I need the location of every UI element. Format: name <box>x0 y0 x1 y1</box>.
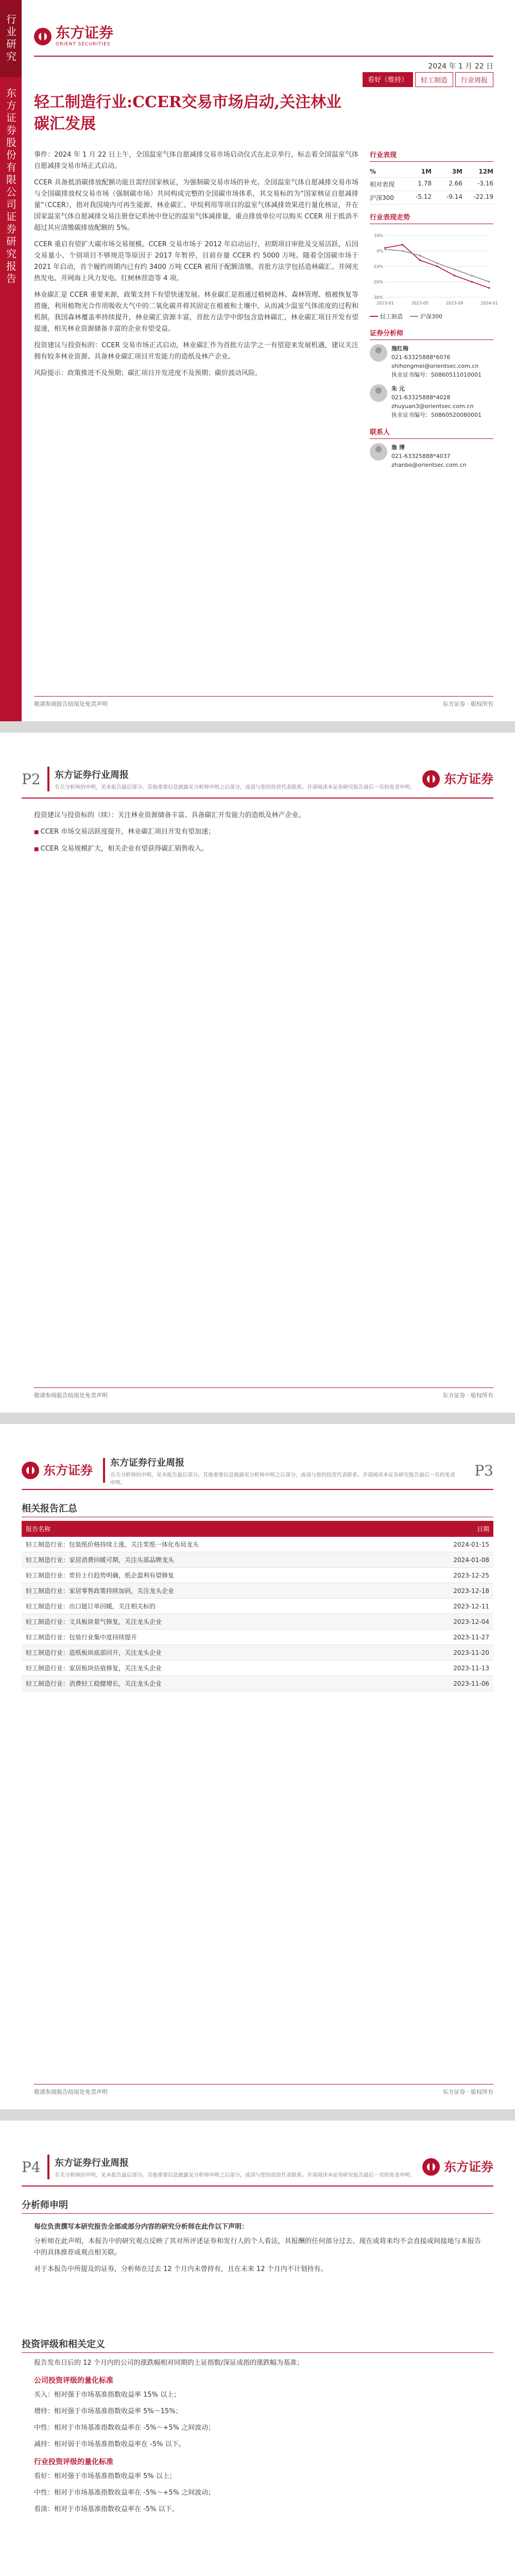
footer-copyright: 东方证券 · 版权所有 <box>442 2089 493 2095</box>
rating-line: 增持：相对强于市场基准指数收益率 5%～15%； <box>34 2408 182 2415</box>
brand-logo <box>34 26 113 47</box>
report-name-cell[interactable]: 轻工制造行业：包装纸价格持续上涨，关注浆纸一体化布局龙头 <box>22 1537 401 1552</box>
brand-logo <box>422 770 493 788</box>
perf-cell: 1.78 <box>418 180 432 187</box>
rating-line: 中性：相对于市场基准指数收益率在 -5%～+5% 之间波动； <box>34 2489 215 2497</box>
strip-body <box>0 88 22 285</box>
footer-disclaimer: 敬请参阅报告结尾处免责声明 <box>34 1392 108 1399</box>
company-rating-title: 公司投资评级的量化标准 <box>34 2377 113 2385</box>
report-date-cell: 2023-12-04 <box>401 1614 493 1630</box>
header-title: 东方证券行业周报 <box>110 1457 184 1468</box>
series-point <box>454 268 455 270</box>
table-row <box>22 1583 493 1599</box>
table-row <box>22 1599 493 1614</box>
report-date: 2024 年 1 月 22 日 <box>428 62 493 71</box>
page2-body <box>34 810 481 860</box>
page-number: P4 <box>22 2158 41 2176</box>
legend-label-2: 沪深300 <box>420 313 442 320</box>
series-point <box>402 250 403 251</box>
table-row <box>22 1660 493 1676</box>
statement-p2: 对于本报告中所提及的证券，分析师在过去 12 个月内未曾持有，且在未来 12 个月内不计划持有。 <box>34 2265 328 2273</box>
header-subtitle: 有关分析师的申明，见本报告最后部分。其他重要信息披露见分析师申明之后部分，或请与您的投资代表联系。并请阅读本证券研究报告最后一页的免责申明。 <box>110 1472 455 1486</box>
page-header <box>22 1455 493 1486</box>
perf-row <box>370 191 493 205</box>
report-page-4 <box>0 2121 515 2576</box>
rating-basis: 报告发布日后的 12 个月内的公司的涨跌幅相对同期的上证指数/深证成指的涨跌幅为基准； <box>34 2359 304 2367</box>
series-point <box>488 281 490 282</box>
y-tick-label: -10% <box>372 264 383 269</box>
series-point <box>419 259 421 261</box>
rating-line: 看淡：相对于市场基准指数收益率在 -5% 以下。 <box>34 2505 179 2513</box>
chart-legend <box>370 312 493 320</box>
report-date-cell: 2023-12-18 <box>401 1583 493 1599</box>
report-name-cell[interactable]: 轻工制造行业：家居板块估值修复，关注龙头企业 <box>22 1660 401 1676</box>
main-column <box>34 149 358 384</box>
logo-name: 东方证券 <box>43 1463 93 1478</box>
table-row <box>22 1645 493 1660</box>
footer-copyright: 东方证券 · 版权所有 <box>442 1392 493 1399</box>
industry-rating-title: 行业投资评级的量化标准 <box>34 2458 113 2466</box>
analyst-email: zhuyuan3@orientsec.com.cn <box>391 403 474 410</box>
contact-name: 詹 博 <box>391 444 405 451</box>
legend-item-1 <box>370 312 403 320</box>
header-title: 东方证券行业周报 <box>55 2158 129 2168</box>
left-strip <box>0 0 22 721</box>
x-tick-label: 2023-01 <box>376 301 394 306</box>
footer-disclaimer: 敬请参阅报告结尾处免责声明 <box>34 701 108 707</box>
contact-phone: 021-63325888*4037 <box>391 453 451 460</box>
report-date-cell: 2024-01-15 <box>401 1537 493 1552</box>
perf-head-row <box>370 166 493 178</box>
analyst-cert: 执业证书编号：S0860511010001 <box>391 371 482 378</box>
y-tick-label: 10% <box>374 233 383 238</box>
footer-disclaimer: 敬请参阅报告结尾处免责声明 <box>34 2089 108 2095</box>
logo-en: ORIENT SECURITIES <box>56 42 111 47</box>
report-name-cell[interactable]: 轻工制造行业：消费轻工稳健增长，关注龙头企业 <box>22 1676 401 1691</box>
para-4: 林业碳汇是 CCER 重要来源，政策支持下有望快速发展。林业碳汇是指通过植树造林、森林管理、植被恢复等措施，利用植物光合作用吸收大气中的二氧化碳并将其固定在植被和土壤中，从而减少温室气体浓度的过程和机制。我国森林覆盖率持续提升，林业碳汇资源丰富，首批方法学中即包含造林碳汇，林业碳汇项目开发有望提速，相关林业资源储备丰富的企业有望受益。 <box>34 291 358 333</box>
logo-mark-icon <box>34 28 52 45</box>
table-row <box>22 1614 493 1630</box>
perf-row <box>370 178 493 191</box>
chart-title: 行业表现走势 <box>370 212 493 224</box>
table-row <box>22 1676 493 1691</box>
strip-top-text: 行业研究 <box>4 14 17 63</box>
report-date-cell: 2023-11-13 <box>401 1660 493 1676</box>
y-tick-label: -30% <box>372 295 383 300</box>
series-point <box>471 281 473 282</box>
page-number: P2 <box>22 770 41 788</box>
page2-lead: 投资建议与投资标的（续）：关注林业资源储备丰富、具备碳汇开发能力的造纸及林产企业。 <box>34 811 305 819</box>
rating-line: 看好：相对强于市场基准指数收益率 5% 以上； <box>34 2472 176 2480</box>
perf-title: 行业表现 <box>370 149 493 162</box>
table-row <box>22 1537 493 1552</box>
header-bar <box>47 2155 49 2179</box>
x-tick-label: 2023-05 <box>411 301 429 306</box>
report-page-2 <box>0 733 515 1413</box>
page-header <box>22 2151 493 2182</box>
report-date-cell: 2023-11-27 <box>401 1630 493 1645</box>
series-point <box>471 275 473 276</box>
footer-copyright: 东方证券 · 版权所有 <box>442 701 493 707</box>
analyst-card <box>370 344 493 379</box>
y-tick-label: 0% <box>376 249 383 253</box>
report-title: 轻工制造行业:CCER交易市场启动,关注林业碳汇发展 <box>34 93 342 133</box>
series-point <box>419 255 421 256</box>
para-2: CCER 具备抵消碳排放配额功能且需经国家核证，为强制碳交易市场的补充。全国温室气体自愿减排交易市场与全国碳排放权交易市场（强制碳市场）共同构成完整的全国碳市场体系，其交易标的为“国家核证自愿减排量”（CCER），指对我国境内可再生能源、林业碳汇、甲烷利用等项目的温室气体减排效果进行量化核证，并在国家温室气体自愿减排交易注册登记系统中登记的温室气体减排量。重点排放单位可以购买 CCER 用于抵消不超过其应清缴碳排放配额的 5%。 <box>34 179 358 232</box>
rating-body <box>34 2358 481 2520</box>
page2-bullet: ■ CCER 市场交易活跃度提升，林业碳汇项目开发有望加速； <box>34 826 481 838</box>
header-rule <box>22 1489 493 1490</box>
logo-mark-icon <box>422 770 440 788</box>
series-point <box>436 265 438 267</box>
report-name-cell[interactable]: 轻工制造行业：浆价上行趋势明确，纸企盈利有望修复 <box>22 1568 401 1583</box>
strip-body-text: 东方证券股份有限公司证券研究报告 <box>4 88 17 285</box>
logo-mark-icon <box>22 1462 39 1479</box>
report-date-cell: 2023-12-25 <box>401 1568 493 1583</box>
series-point <box>402 244 403 245</box>
contact-card <box>370 443 493 469</box>
page-footer <box>34 2084 493 2096</box>
related-reports-body <box>22 1537 493 1691</box>
perf-chart <box>370 231 498 309</box>
page2-bullet: ■ CCER 交易规模扩大，相关企业有望获得碳汇销售收入。 <box>34 843 481 855</box>
brand-logo <box>422 2158 493 2176</box>
analyst-card <box>370 384 493 419</box>
perf-head-1: 1M <box>421 168 432 175</box>
header-bar <box>103 1458 105 1483</box>
report-tags <box>363 72 493 87</box>
brand-logo <box>22 1462 93 1479</box>
legend-item-2 <box>410 312 442 320</box>
page4-body <box>34 2218 481 2280</box>
report-date-cell: 2024-01-08 <box>401 1552 493 1568</box>
logo-name: 东方证券 <box>56 24 114 41</box>
analyst-cert: 执业证书编号：S0860520080001 <box>391 412 482 418</box>
avatar <box>370 384 387 402</box>
series-point <box>488 287 490 289</box>
report-name-cell[interactable]: 轻工制造行业：出口链订单回暖，关注相关标的 <box>22 1599 401 1614</box>
table-row <box>22 1552 493 1568</box>
report-name-cell[interactable]: 轻工制造行业：造纸板块底部回升，关注龙头企业 <box>22 1645 401 1660</box>
perf-cell: 相对表现 <box>370 181 395 188</box>
rating-line: 买入：相对强于市场基准指数收益率 15% 以上； <box>34 2391 181 2399</box>
header-subtitle: 有关分析师的申明，见本报告最后部分。其他重要信息披露见分析师申明之后部分，或请与您的投资代表联系。并请阅读本证券研究报告最后一页的免责申明。 <box>55 785 415 790</box>
report-name-cell[interactable]: 轻工制造行业：包装行业集中度持续提升 <box>22 1630 401 1645</box>
para-1: 事件：2024 年 1 月 22 日上午，全国温室气体自愿减排交易市场启动仪式在北京举行，标志着全国温室气体自愿减排交易市场正式启动。 <box>34 151 358 170</box>
avatar <box>370 344 387 362</box>
series-point <box>384 248 386 250</box>
perf-cell: 沪深300 <box>370 194 394 201</box>
perf-cell: -22.19 <box>473 193 493 200</box>
avatar <box>370 443 387 461</box>
legend-label-1: 轻工制造 <box>380 313 403 320</box>
rating-line: 中性：相对于市场基准指数收益率在 -5%～+5% 之间波动； <box>34 2424 215 2432</box>
logo-name: 东方证券 <box>444 771 493 786</box>
analysts-title: 证券分析师 <box>370 328 493 340</box>
report-name-cell[interactable]: 轻工制造行业：家居消费回暖可期，关注头部品牌龙头 <box>22 1552 401 1568</box>
tag-type: 行业周报 <box>455 72 493 87</box>
related-reports-title: 相关报告汇总 <box>22 1501 493 1517</box>
series-point <box>384 247 386 248</box>
table-header-row <box>22 1521 493 1537</box>
series-point <box>454 275 455 276</box>
related-reports-table <box>22 1521 493 1691</box>
statement-lead: 每位负责撰写本研究报告全部或部分内容的研究分析师在此作以下声明： <box>34 2223 249 2231</box>
logo-mark-icon <box>422 2158 440 2176</box>
perf-cell: -5.12 <box>415 193 432 200</box>
contact-email: zhanbo@orientsec.com.cn <box>391 462 467 468</box>
report-date-cell: 2023-11-06 <box>401 1676 493 1691</box>
para-5: 投资建议与投资标的：CCER 交易市场正式启动，林业碳汇作为首批方法学之一有望迎来发展机遇，建议关注拥有较多林业资源、具备林业碳汇项目开发能力的造纸及林产企业。 <box>34 342 358 361</box>
risk-note: 风险提示：政策推进不及预期；碳汇项目开发进度不及预期；碳价波动风险。 <box>34 369 262 377</box>
analyst-name: 施红梅 <box>391 345 408 352</box>
table-row <box>22 1630 493 1645</box>
header-rule <box>22 798 493 799</box>
table-header-date: 日期 <box>401 1521 493 1537</box>
header-title: 东方证券行业周报 <box>55 770 129 781</box>
series-point <box>436 262 438 264</box>
x-tick-label: 2023-09 <box>445 301 464 306</box>
perf-head-2: 3M <box>452 168 462 175</box>
header-rule <box>34 56 493 57</box>
report-name-cell[interactable]: 轻工制造行业：文具板块景气修复，关注龙头企业 <box>22 1614 401 1630</box>
analyst-name: 朱 元 <box>391 385 405 392</box>
table-row <box>22 1568 493 1583</box>
strip-top <box>0 0 22 77</box>
perf-head-3: 12M <box>478 168 493 175</box>
report-name-cell[interactable]: 轻工制造行业：家居零售政策持续加码，关注龙头企业 <box>22 1583 401 1599</box>
analyst-email: shihongmei@orientsec.com.cn <box>391 363 479 369</box>
page-number: P3 <box>474 1462 493 1479</box>
analyst-phone: 021-63325888*6076 <box>391 354 451 361</box>
header-rule <box>22 2185 493 2187</box>
perf-cell: -3.16 <box>477 180 493 187</box>
page-header <box>22 764 493 794</box>
rating-line: 减持：相对弱于市场基准指数收益率在 -5% 以下。 <box>34 2441 185 2448</box>
table-header-name: 报告名称 <box>22 1521 401 1537</box>
report-page-1 <box>0 0 515 721</box>
x-tick-label: 2024-01 <box>480 301 498 306</box>
perf-cell: -9.14 <box>446 193 462 200</box>
para-3: CCER 重启有望扩大碳市场交易规模。CCER 交易市场于 2012 年启动运行，初期项目审批及交易活跃，后因交易量小、个别项目不够规范等原因于 2017 年暂停，目前存量 CCER 约 5000 万吨。随着全国碳市场于 2021 年启动，首个履约周期内已有约 3400 万吨 CCER 被用于配额清缴。首批方法学包括造林碳汇、并网光热发电、并网海上风力发电、红树林营造等 4 项。 <box>34 241 358 282</box>
header-bar <box>47 767 49 791</box>
statement-p1: 分析师在此声明，本报告中的研究观点反映了其对所评述证券和发行人的个人看法，其报酬的任何部分过去、现在或将来均不会直接或间接地与本报告中的具体推荐或观点相关联。 <box>34 2238 481 2257</box>
side-column <box>370 149 498 474</box>
perf-cell: 2.66 <box>449 180 462 187</box>
header-subtitle: 有关分析师的申明，见本报告最后部分。其他重要信息披露见分析师申明之后部分，或请与您的投资代表联系。并请阅读本证券研究报告最后一页的免责申明。 <box>55 2173 415 2178</box>
y-tick-label: -20% <box>372 280 383 284</box>
rating-definitions-title: 投资评级和相关定义 <box>22 2337 493 2353</box>
report-date-cell: 2023-12-11 <box>401 1599 493 1614</box>
contacts-title: 联系人 <box>370 427 493 439</box>
tag-rating: 看好（维持） <box>363 72 413 87</box>
perf-head-0: % <box>370 168 376 175</box>
logo-name: 东方证券 <box>444 2159 493 2174</box>
analyst-statement-title: 分析师申明 <box>22 2198 493 2214</box>
tag-industry: 轻工制造 <box>415 72 453 87</box>
report-page-3 <box>0 1424 515 2109</box>
report-date-cell: 2023-11-20 <box>401 1645 493 1660</box>
page-footer <box>34 696 493 708</box>
analyst-phone: 021-63325888*4028 <box>391 394 451 401</box>
page-footer <box>34 1387 493 1399</box>
